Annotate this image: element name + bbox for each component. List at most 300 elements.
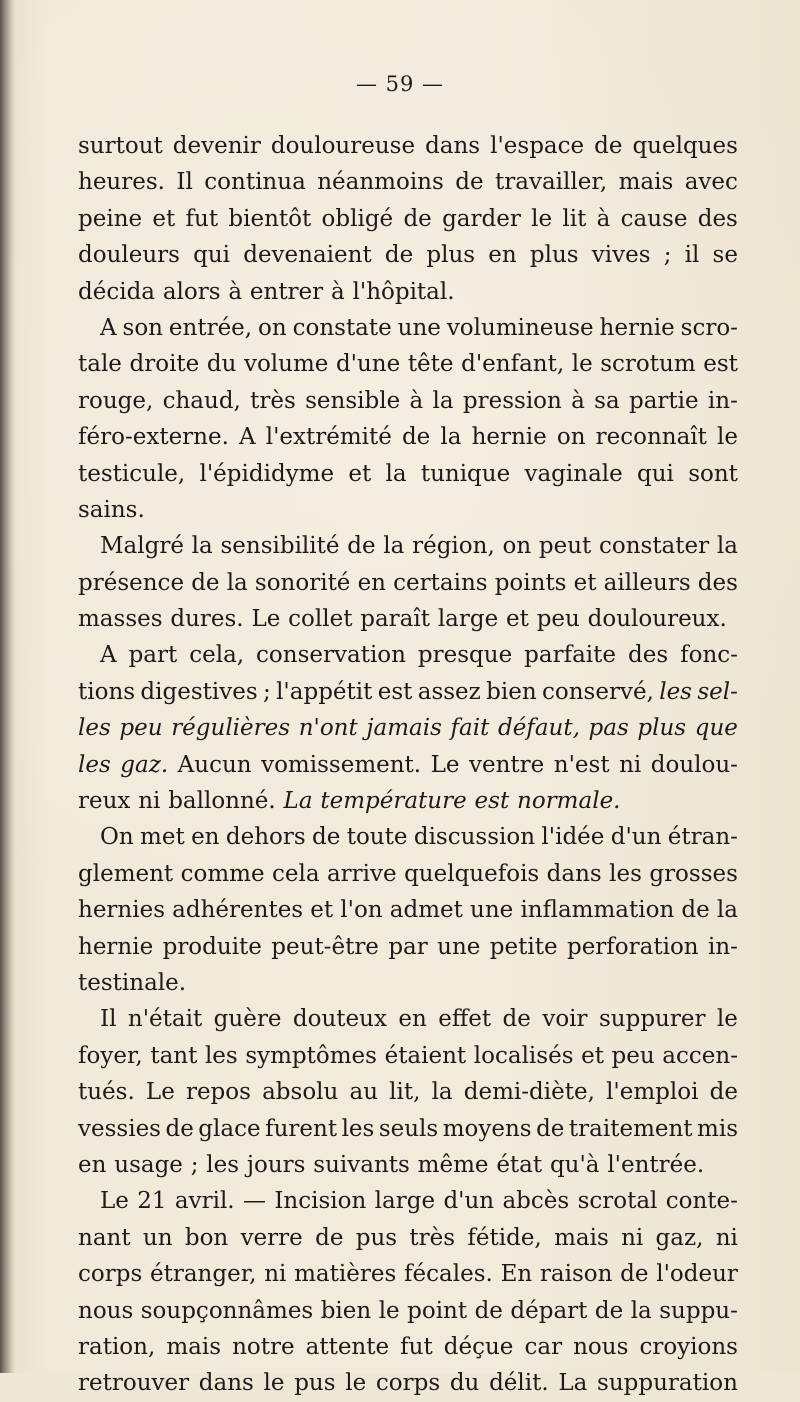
word: n'était [127,1006,203,1033]
word: au [349,1079,379,1106]
word: notre [232,1333,295,1360]
word: in- [708,933,738,960]
word: nous [78,1297,134,1324]
word: la [440,424,462,451]
word: quelques [632,133,738,159]
word: tête [407,351,454,378]
word: dans [198,1370,254,1397]
page-number: — 59 — [355,72,445,96]
word: l'épididyme [199,460,335,487]
word: symptômes [245,1042,377,1069]
word: obligé [321,205,394,232]
word: à [409,387,424,414]
word: met [140,824,185,851]
text-line [78,128,738,164]
word: normale. [517,788,621,815]
word: vomissement. [261,751,422,778]
word: tant [150,1042,198,1069]
word: l'espace [490,133,585,159]
word: reux [78,788,131,815]
word: guère [213,1006,282,1033]
word: étranger, [149,1261,257,1288]
word: moyens [442,1115,532,1142]
word: en [191,824,220,851]
word: mais [618,169,674,196]
word: Le [430,751,460,778]
word: croyions [639,1333,738,1360]
word: de [620,1261,649,1288]
word: in- [707,387,738,414]
word: et [506,606,529,633]
word: hernies [78,897,166,924]
word: ventre [469,751,545,778]
word: suivants [313,1151,410,1178]
word: retrouver [78,1370,190,1397]
text-line [78,1074,738,1110]
word: les [341,1115,375,1142]
word: sensibilité [220,533,340,560]
word: en [488,242,517,269]
word: les [78,715,111,742]
word: peine [78,205,143,232]
word: ni [619,751,642,778]
word: ; [262,678,271,705]
word: En [500,1261,533,1288]
word: ni [715,1224,738,1251]
word: à [596,205,611,232]
text-line [78,1111,738,1147]
word: cause [620,205,688,232]
word: parfaite [524,642,617,669]
word: — [242,1188,266,1215]
word: hernie [599,314,675,341]
word: bientôt [228,205,312,232]
word: une [470,897,514,924]
word: pus [294,1370,336,1397]
word: n'ont [298,715,358,742]
word: assez [417,678,481,705]
word: la [226,569,248,596]
word: peut [538,533,592,560]
word: de [455,169,484,196]
word: les [659,678,692,705]
word: localisés [473,1042,574,1069]
word: ailleurs [603,569,691,596]
word: fut [185,205,219,232]
word: fonc- [680,642,738,669]
word: la [432,387,454,414]
text-line [78,965,738,1001]
word: la [191,533,213,560]
word: départ [510,1297,588,1324]
word: raison [539,1261,613,1288]
word: peu [536,606,580,633]
word: scrotal [577,1188,658,1215]
word: doulou- [650,751,738,778]
word: conservé, [542,678,654,705]
word: nant [78,1224,131,1251]
word: masses [78,606,163,633]
word: bien [320,1297,372,1324]
word: devenaient [243,242,372,269]
word: de [502,1006,531,1033]
word: l'appétit [276,678,373,705]
word: A [100,314,117,341]
word: l'on [340,897,383,924]
word: abcès [502,1188,570,1215]
word: de [401,424,431,451]
word: bien [486,678,537,705]
word: suppurer [598,1006,706,1033]
word: vives [591,242,651,269]
word: les [204,1042,238,1069]
word: vessies [78,1115,161,1142]
word: A [100,642,117,669]
word: entrée, [168,314,253,341]
text-line [78,819,738,855]
word: corps [78,1261,143,1288]
word: part [128,642,178,669]
word: fut [400,1333,433,1360]
word: glement [78,860,174,887]
text-line [78,419,738,455]
word: quelquefois [404,860,540,887]
word: sa [594,387,620,414]
word: région, [412,533,495,560]
text-line [78,383,738,419]
text-line [78,601,738,637]
word: inflammation [520,897,675,924]
word: température [320,788,467,815]
word: dures. [170,606,244,633]
word: douleurs [78,242,180,269]
word: l'extrémité [265,424,392,451]
word: dans [425,133,481,159]
word: de [709,1079,738,1106]
word: de [315,1224,344,1251]
word: point [407,1297,468,1324]
word: dehors [225,824,306,851]
word: même [417,1151,489,1178]
word: sel- [697,678,738,705]
word: pas [588,715,629,742]
text-line [78,1293,738,1329]
word: hernie [78,933,154,960]
word: du [206,351,237,378]
word: pus [355,1224,398,1251]
text-line [78,528,738,564]
word: néanmoins [317,169,444,196]
word: plus [426,242,476,269]
word: volumineuse [446,314,594,341]
text-line [78,1256,738,1292]
word: paraît [360,606,430,633]
word: et [310,897,334,924]
word: étaient [384,1042,467,1069]
word: constater [598,533,710,560]
word: gaz, [655,1224,704,1251]
text-line [78,783,738,819]
word: cela, [189,642,245,669]
word: l'emploi [606,1079,699,1106]
text-line [78,747,738,783]
word: un [142,1224,173,1251]
word: une [397,314,441,341]
word: Il [176,169,193,196]
word: de [165,1115,194,1142]
word: Il [100,1006,117,1033]
text-line [78,164,738,200]
word: avec [684,169,738,196]
word: tunique [420,460,511,487]
word: jours [246,1151,306,1178]
word: n'est [553,751,610,778]
word: très [409,1224,456,1251]
word: travailler, [495,169,608,196]
word: peu [119,715,163,742]
text-line [78,1220,738,1256]
word: testinale. [78,969,187,996]
word: presque [417,642,513,669]
word: douteux [292,1006,387,1033]
word: tués. [78,1079,135,1106]
word: régulières [171,715,291,742]
word: très [250,387,296,414]
word: heures. [78,169,165,196]
text-line [78,456,738,492]
word: volume [243,351,329,378]
word: certains [393,569,488,596]
word: lit [562,205,587,232]
word: à [228,278,243,305]
word: discussion [413,824,536,851]
word: ; [663,242,672,269]
word: Malgré [100,533,184,560]
word: Le [100,1188,129,1215]
word: la [716,533,738,560]
word: voir [542,1006,588,1033]
text-line [78,237,738,273]
word: de [681,897,710,924]
word: admet [389,897,463,924]
word: la [716,897,738,924]
word: suppu- [659,1297,738,1324]
word: toute [346,824,408,851]
word: avril. [174,1188,235,1215]
word: garder [442,205,521,232]
word: état [496,1151,543,1178]
word: les [206,1151,240,1178]
word: reconnaît [595,424,707,451]
word: défaut, [497,715,580,742]
word: seuls [378,1115,439,1142]
word: arrive [326,860,397,887]
word: tions [78,678,136,705]
word: que [694,715,738,742]
text-line [78,892,738,928]
word: car [524,1333,563,1360]
word: est [474,788,510,815]
word: la [383,533,405,560]
word: et [573,569,597,596]
word: Incision [274,1188,367,1215]
word: testicule, [78,460,186,487]
text-line [78,674,738,710]
word: demi-diète, [463,1079,595,1106]
word: le [263,1370,285,1397]
word: de [312,824,341,851]
word: bon [184,1224,229,1251]
word: continua [204,169,306,196]
word: furent [265,1115,338,1142]
word: d'enfant, [461,351,565,378]
word: des [697,205,738,232]
word: des [627,642,669,669]
word: d'une [335,351,401,378]
word: l'idée [541,824,605,851]
word: repos [185,1079,251,1106]
word: est [377,678,413,705]
word: scro- [680,314,738,341]
word: et [581,1042,604,1069]
text-line [78,1147,738,1183]
word: ballonné. [168,788,276,815]
word: Le [145,1079,175,1106]
word: d'un [610,824,662,851]
word: mis [697,1115,738,1142]
word: partie [628,387,699,414]
word: jamais [366,715,442,742]
page-binding-shadow [0,0,16,1373]
word: entrer [249,278,324,305]
word: La [283,788,313,815]
word: On [100,824,134,851]
word: Le [251,606,281,633]
word: déçue [443,1333,514,1360]
word: conte- [665,1188,738,1215]
word: plus [529,242,579,269]
word: points [494,569,567,596]
word: de [384,242,414,269]
word: de [403,205,432,232]
word: la [431,1079,453,1106]
word: plus [637,715,687,742]
word: le [717,424,738,451]
word: fétide, [467,1224,542,1251]
word: nous [573,1333,629,1360]
word: mais [166,1333,222,1360]
word: vaginale [524,460,623,487]
word: qu'à [549,1151,600,1178]
word: le [571,351,593,378]
word: large [374,1188,436,1215]
word: perforation [566,933,699,960]
word: féro-externe. [78,424,229,451]
word: soupçonnâmes [140,1297,314,1324]
word: à [330,278,345,305]
text-line [78,565,738,601]
word: ni [621,1224,644,1251]
word: par [388,933,428,960]
word: le [378,1297,400,1324]
word: usage [114,1151,183,1178]
text-line [78,929,738,965]
word: le [345,1370,367,1397]
word: on [556,424,586,451]
word: tale [78,351,122,378]
word: sains. [78,496,145,523]
word: la [385,460,407,487]
text-line [78,1183,738,1219]
word: fécales. [404,1261,493,1288]
word: se [712,242,738,269]
body-text [78,128,738,1402]
word: de [594,133,623,159]
word: la [630,1297,652,1324]
word: matières [294,1261,397,1288]
word: chaud, [162,387,241,414]
word: l'hôpital. [352,278,455,305]
word: décida [78,278,156,305]
word: délit. [489,1370,549,1397]
word: ni [138,788,161,815]
word: en [398,1006,427,1033]
word: large [437,606,499,633]
word: le [531,205,553,232]
word: verre [240,1224,303,1251]
word: le [716,1006,738,1033]
word: 21 [137,1188,167,1215]
word: produite [162,933,262,960]
word: traitement [568,1115,693,1142]
text-line [78,492,738,528]
word: son [122,314,163,341]
word: les [609,860,642,887]
word: absolu [262,1079,339,1106]
word: d'un [443,1188,495,1215]
word: du [449,1370,480,1397]
word: qui [637,460,674,487]
text-line [78,201,738,237]
word: étran- [667,824,738,851]
word: suppuration [597,1370,738,1397]
word: qui [193,242,231,269]
word: il [684,242,700,269]
word: corps [375,1370,441,1397]
word: en [78,1151,107,1178]
word: digestives [140,678,258,705]
word: peut-être [271,933,379,960]
word: scrotum [600,351,696,378]
word: rouge, [78,387,154,414]
word: droite [129,351,200,378]
word: sonorité [254,569,351,596]
word: l'entrée. [607,1151,705,1178]
word: et [348,460,372,487]
word: adhérentes [172,897,304,924]
word: comme [180,860,265,887]
word: hernie [471,424,547,451]
text-line [78,1038,738,1074]
word: des [697,569,738,596]
word: sensible [305,387,401,414]
word: présence [78,569,185,596]
word: est [703,351,738,378]
text-line [78,310,738,346]
word: collet [288,606,353,633]
word: ; [190,1151,199,1178]
word: de [594,1297,624,1324]
